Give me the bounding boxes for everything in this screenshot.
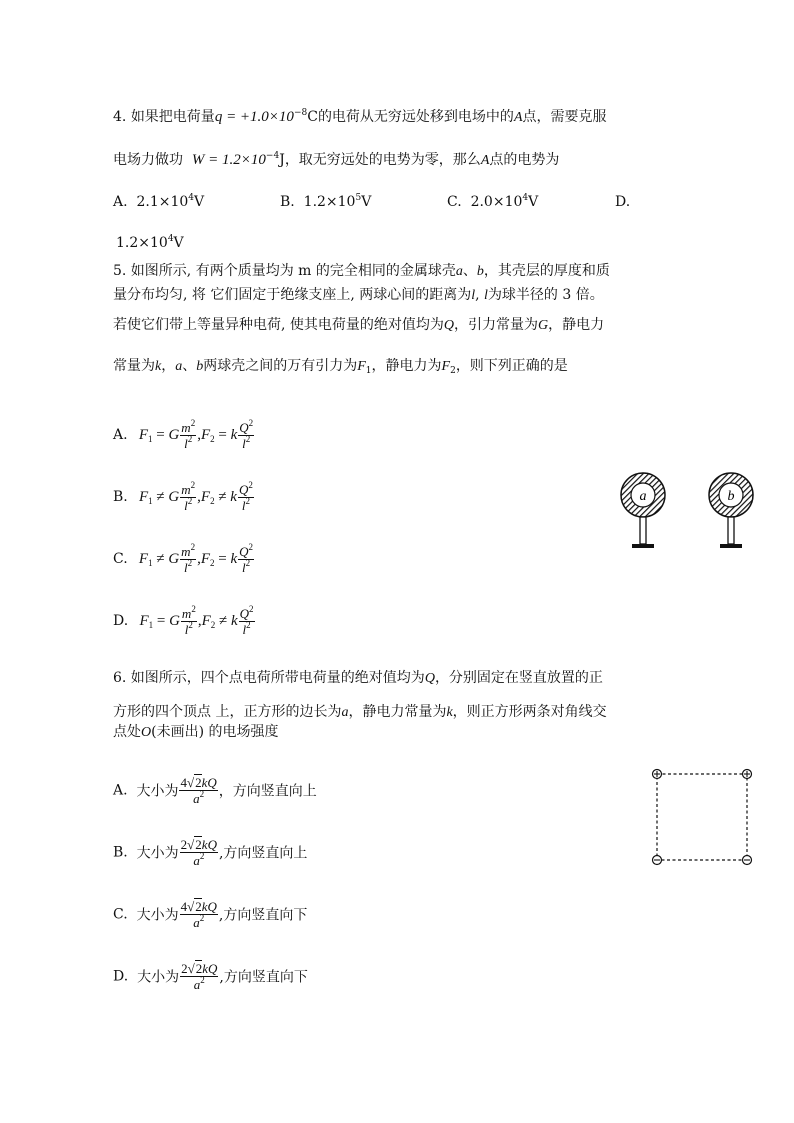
- q4-line-2: [113, 151, 559, 170]
- exp: 2: [199, 851, 205, 861]
- var-Q: Q: [443, 318, 455, 333]
- q4-text: 如果把电荷量: [130, 109, 215, 125]
- charge-top-left: [653, 770, 662, 779]
- q4-text: 点，需要克服: [522, 109, 607, 125]
- exp: 2: [199, 789, 205, 799]
- comma: ,: [197, 612, 202, 629]
- option-unit: V: [528, 194, 539, 210]
- var-k: k: [230, 426, 238, 443]
- option-text: ,方向竖直向下: [218, 907, 308, 924]
- option-label: C.: [447, 194, 462, 210]
- option-unit: V: [361, 194, 372, 210]
- coef: 4: [180, 775, 187, 790]
- exp: 2: [190, 542, 196, 552]
- var-F: F: [200, 488, 211, 505]
- option-label: C.: [113, 550, 128, 567]
- var-m: m: [181, 482, 191, 497]
- var-O: O: [141, 725, 152, 740]
- q4-work-exp: −4: [265, 151, 280, 161]
- var-G: G: [168, 426, 180, 443]
- fraction: [238, 482, 254, 513]
- q4-point: A: [513, 110, 523, 125]
- subscript: 2: [209, 557, 215, 568]
- coef: 2: [180, 837, 188, 852]
- option-label: A.: [113, 194, 128, 210]
- q6-text: 方形的四个顶点 上，正方形的边长为: [113, 704, 342, 720]
- fraction: [180, 420, 196, 451]
- var-Q: Q: [239, 420, 249, 435]
- shell-b: [709, 473, 753, 548]
- option-value: 1.2×10: [303, 194, 356, 210]
- var-Q: Q: [424, 671, 435, 686]
- square-charges-figure: [648, 765, 758, 869]
- var-m: m: [181, 420, 191, 435]
- var-F: F: [441, 359, 451, 374]
- var-k: k: [230, 550, 238, 567]
- exp: 2: [199, 913, 205, 923]
- option-unit: V: [194, 194, 205, 210]
- q4-text: 点的电势为: [489, 152, 560, 168]
- option-label: D.: [113, 612, 129, 629]
- var-a: a: [341, 705, 349, 720]
- option-exp: 4: [522, 193, 529, 203]
- var-F: F: [201, 612, 211, 629]
- var-F: F: [139, 612, 149, 629]
- var-Q: Q: [239, 544, 249, 559]
- option-label: D.: [615, 194, 631, 210]
- comma: ,: [197, 550, 201, 567]
- var-F: F: [138, 550, 149, 567]
- var-l: l: [242, 436, 246, 451]
- option-label: B.: [113, 844, 128, 861]
- q4-option-b[interactable]: [280, 194, 371, 210]
- fraction: [180, 544, 196, 575]
- q6-line-1: [113, 669, 603, 688]
- q5-text: ，则下列正确的是: [455, 358, 568, 374]
- comma: ,: [197, 426, 201, 443]
- field-fraction: [180, 837, 218, 868]
- subscript: 1: [148, 619, 154, 630]
- var-kQ: kQ: [202, 961, 218, 976]
- q4-work: W = 1.2×10: [191, 152, 266, 168]
- fraction: [238, 420, 254, 451]
- var-m: m: [181, 544, 191, 559]
- exp: 2: [187, 434, 193, 444]
- q4-charge-unit: C: [307, 109, 318, 125]
- base-b: [720, 544, 742, 548]
- option-text: 大小为: [136, 783, 179, 800]
- option-text: 大小为: [136, 907, 179, 924]
- exp: 2: [200, 975, 205, 985]
- shell-a: [621, 473, 665, 548]
- q4-text: 电场力做功: [113, 152, 183, 168]
- q5-text: ，静电力为: [371, 358, 442, 374]
- stand-a: [640, 517, 646, 544]
- charge-bottom-left: [653, 856, 662, 865]
- field-fraction: [180, 961, 218, 992]
- exp: 2: [190, 480, 196, 490]
- exp: 2: [190, 418, 196, 428]
- subscript: 2: [210, 619, 216, 630]
- var-k: k: [230, 488, 237, 505]
- coef: 2: [181, 961, 188, 976]
- q5-text: 为球半径的 3 倍。: [487, 287, 604, 303]
- field-fraction: [180, 899, 218, 930]
- var-k: k: [155, 359, 162, 374]
- exp: 2: [187, 496, 193, 506]
- coef: 4: [180, 899, 188, 914]
- var-k: k: [230, 612, 238, 629]
- option-exp: 4: [167, 234, 174, 244]
- option-label: C.: [113, 906, 128, 923]
- relation: ≠: [156, 550, 165, 567]
- radicand: 2: [195, 961, 203, 976]
- subscript: 2: [450, 366, 456, 376]
- shell-a-label: a: [639, 489, 647, 504]
- option-value: 2.0×10: [470, 194, 523, 210]
- q6-text: (未画出) 的电场强度: [151, 724, 279, 740]
- option-value: 2.1×10: [136, 194, 189, 210]
- var-G: G: [169, 612, 180, 629]
- q5-text: 两球壳之间的万有引力为: [203, 358, 358, 374]
- q5-text: 若使它们带上等量异种电荷, 使其电荷量的绝对值均为: [113, 317, 444, 333]
- var-a: a: [193, 915, 200, 930]
- radicand: 2: [195, 775, 202, 790]
- option-label: D.: [113, 968, 129, 985]
- var-l: l: [242, 560, 246, 575]
- var-a: a: [193, 853, 200, 868]
- option-text: 大小为: [136, 845, 179, 862]
- fraction: [238, 544, 254, 575]
- var-l: l: [184, 436, 188, 451]
- subscript: 2: [210, 495, 215, 506]
- q4-line-1: [113, 108, 607, 127]
- q4-point: A: [480, 153, 490, 168]
- var-a: a: [193, 791, 200, 806]
- option-label: B.: [113, 488, 128, 505]
- option-text: ,方向竖直向下: [219, 969, 308, 986]
- option-label: B.: [280, 194, 295, 210]
- stand-b: [728, 517, 734, 544]
- field-fraction: [179, 775, 217, 806]
- relation: ≠: [156, 488, 165, 505]
- fraction: [180, 482, 196, 513]
- exp: 2: [248, 480, 253, 490]
- option-label: A.: [113, 782, 128, 799]
- q5-text: 5. 如图所示, 有两个质量均为 m 的完全相同的金属球壳: [113, 263, 456, 279]
- radical: √: [187, 961, 195, 976]
- q6-line-2: [113, 703, 607, 722]
- q5-line-2: [113, 286, 604, 305]
- var-m: m: [181, 606, 192, 621]
- q6-text: ，分别固定在竖直放置的正: [434, 670, 603, 686]
- q6-text: ，静电力常量为: [348, 704, 447, 720]
- var-l: l: [184, 498, 188, 513]
- q4-number: 4.: [113, 109, 127, 125]
- exp: 2: [245, 558, 251, 568]
- var-a: a: [455, 264, 463, 279]
- shell-b-label: b: [727, 489, 735, 504]
- relation: ≠: [218, 612, 228, 629]
- charge-bottom-right: [743, 856, 752, 865]
- relation: =: [218, 550, 227, 567]
- subscript: 2: [210, 433, 215, 444]
- exp: 2: [249, 604, 254, 614]
- fraction: [181, 606, 197, 637]
- q6-option-c[interactable]: [113, 899, 307, 930]
- q4-option-a[interactable]: [113, 194, 204, 210]
- var-F: F: [357, 359, 366, 374]
- var-F: F: [200, 426, 211, 443]
- exp: 2: [246, 620, 251, 630]
- radicand: 2: [195, 837, 202, 852]
- var-F: F: [138, 426, 148, 443]
- var-kQ: kQ: [201, 899, 217, 914]
- exp: 2: [245, 434, 251, 444]
- var-F: F: [200, 550, 210, 567]
- q5-line-4: 常量为k，a、b两球壳之间的万有引力为$F_1$，静电力为$F_2$，则下列正确的是: [113, 358, 568, 376]
- var-b: b: [196, 359, 204, 374]
- subscript: 1: [148, 557, 153, 568]
- option-label: A.: [113, 426, 128, 443]
- comma: ,: [197, 488, 201, 505]
- metal-shells-figure: [612, 470, 762, 552]
- q4-text: 的电荷从无穷远处移到电场中的: [317, 109, 514, 125]
- var-kQ: kQ: [201, 837, 217, 852]
- q5-text: 常量为: [113, 358, 155, 374]
- q6-option-b[interactable]: [113, 837, 307, 868]
- radical: √: [187, 837, 195, 852]
- option-value: 1.2×10: [116, 235, 168, 251]
- var-Q: Q: [238, 482, 249, 497]
- q4-work-unit: J: [279, 152, 285, 168]
- q6-line-3: [113, 723, 279, 742]
- q6-text: 点处: [113, 724, 141, 740]
- q5-text: 、: [182, 358, 197, 374]
- exp: 2: [191, 604, 196, 614]
- q5-line-3: [113, 316, 604, 335]
- var-l: l: [242, 622, 247, 637]
- relation: =: [156, 612, 166, 629]
- option-exp: 5: [355, 193, 362, 203]
- q4-charge: q = +1.0×10: [214, 109, 294, 125]
- var-l: l: [471, 288, 476, 303]
- dashed-square: [657, 774, 747, 860]
- exp: 2: [248, 418, 254, 428]
- option-exp: 4: [188, 193, 195, 203]
- q5-text: ，其壳层的厚度和质: [483, 263, 610, 279]
- q4-option-d-label[interactable]: [615, 194, 630, 210]
- var-l: l: [184, 560, 188, 575]
- var-kQ: kQ: [201, 775, 217, 790]
- q4-charge-exp: −8: [293, 108, 308, 118]
- q5-option-b[interactable]: [113, 482, 255, 513]
- var-b: b: [476, 264, 484, 279]
- radical: √: [186, 775, 195, 790]
- relation: =: [218, 426, 227, 443]
- subscript: 1: [147, 433, 153, 444]
- q5-option-a[interactable]: [113, 420, 255, 451]
- q6-text: ，则正方形两条对角线交: [452, 704, 607, 720]
- var-l: l: [241, 498, 246, 513]
- exp: 2: [187, 558, 193, 568]
- q5-text: ，引力常量为: [454, 317, 539, 333]
- var-l: l: [184, 622, 189, 637]
- var-Q: Q: [239, 606, 250, 621]
- option-text: 大小为: [137, 969, 180, 986]
- q5-text: 量分布均匀, 将 它们固定于绝缘支座上, 两球心间的距离为: [113, 287, 472, 303]
- q5-text: ,: [475, 287, 480, 303]
- exp: 2: [248, 542, 254, 552]
- radicand: 2: [195, 899, 202, 914]
- q6-option-a[interactable]: [113, 775, 317, 806]
- option-unit: V: [173, 235, 184, 251]
- q5-text: ，静电力: [548, 317, 605, 333]
- q6-text: 6. 如图所示，四个点电荷所带电荷量的绝对值均为: [113, 670, 425, 686]
- radical: √: [187, 899, 195, 914]
- var-F: F: [139, 488, 149, 505]
- var-G: G: [168, 550, 180, 567]
- q5-text: 、: [462, 263, 477, 279]
- base-a: [632, 544, 654, 548]
- var-G: G: [538, 318, 549, 333]
- q4-text: ，取无穷远处的电势为零，那么: [284, 152, 481, 168]
- q5-option-d[interactable]: [113, 606, 256, 637]
- var-a: a: [175, 359, 183, 374]
- subscript: 1: [365, 366, 372, 376]
- option-text: ，方向竖直向上: [218, 783, 317, 800]
- q6-option-d[interactable]: [113, 961, 308, 992]
- exp: 2: [188, 620, 193, 630]
- var-k: k: [446, 705, 453, 720]
- q5-option-c[interactable]: [113, 544, 255, 575]
- relation: =: [156, 426, 165, 443]
- exp: 2: [245, 496, 250, 506]
- relation: ≠: [218, 488, 227, 505]
- q5-line-1: [113, 262, 610, 281]
- fraction: [239, 606, 255, 637]
- var-l: l: [484, 288, 488, 303]
- option-text: ,方向竖直向上: [218, 845, 308, 862]
- var-G: G: [168, 488, 180, 505]
- var-a: a: [193, 977, 201, 992]
- charge-top-right: [743, 770, 752, 779]
- q4-option-c[interactable]: [447, 194, 538, 210]
- subscript: 1: [148, 495, 153, 506]
- q4-option-d-value[interactable]: [116, 235, 184, 251]
